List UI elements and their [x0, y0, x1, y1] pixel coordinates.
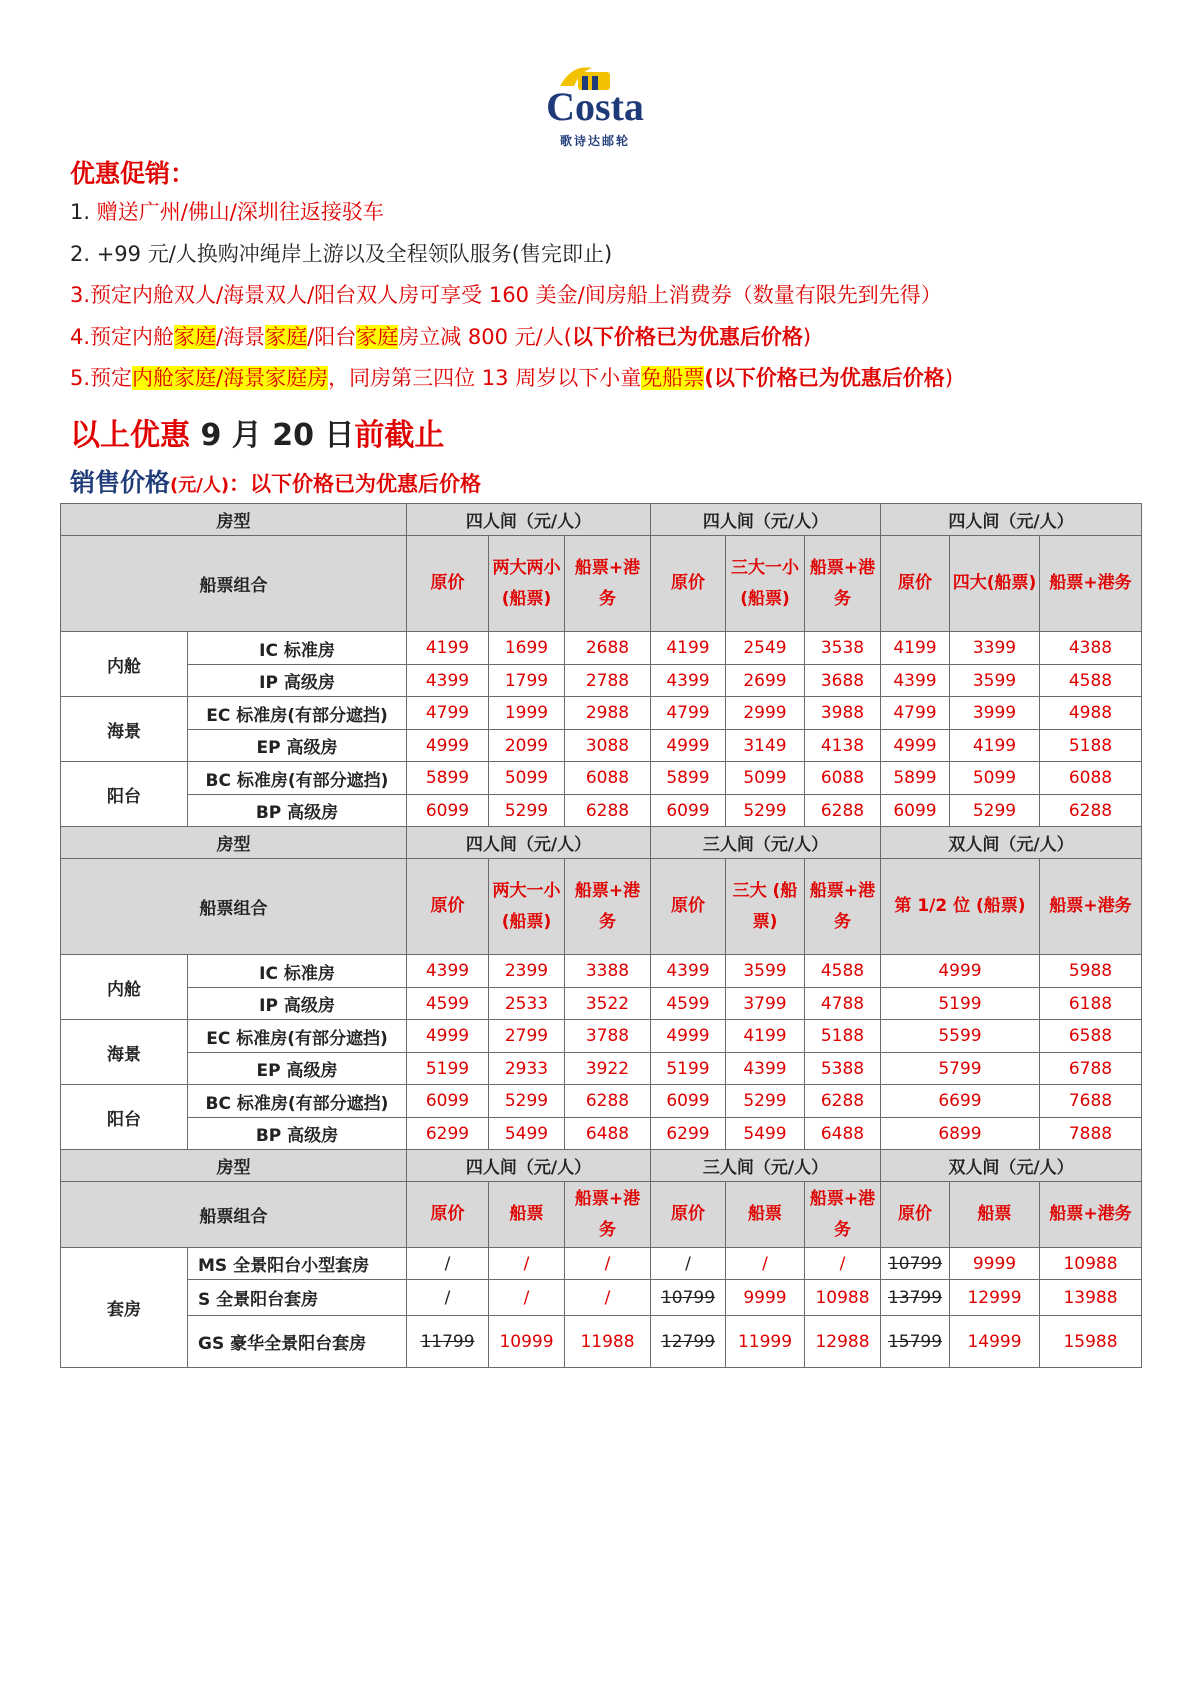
- price-cell: 6099: [651, 795, 726, 827]
- price-column-header: 三大 (船票): [726, 859, 805, 955]
- price-column-header: 原价: [651, 859, 726, 955]
- text: /阳台: [307, 324, 357, 349]
- room-group-header: 四人间（元/人）: [881, 504, 1142, 536]
- price-cell: 5099: [489, 762, 565, 795]
- price-cell: 4199: [651, 632, 726, 665]
- price-cell: /: [407, 1280, 489, 1316]
- original-price-struck: 15799: [887, 1331, 943, 1352]
- price-cell: 2988: [565, 697, 651, 730]
- price-column-header: 原价: [651, 536, 726, 632]
- price-cell: 5599: [881, 1020, 1040, 1053]
- price-cell: 3599: [950, 665, 1040, 697]
- price-cell: 4588: [805, 955, 881, 988]
- price-cell: 2533: [489, 988, 565, 1020]
- deadline-date: 9 月 20 日: [200, 418, 355, 453]
- room-name: MS 全景阳台小型套房: [188, 1248, 407, 1280]
- price-cell: 2799: [489, 1020, 565, 1053]
- price-cell: 3522: [565, 988, 651, 1020]
- room-name: BP 高级房: [188, 1118, 407, 1150]
- promotion-item-2: 2. +99 元/人换购冲绳岸上游以及全程领队服务(售完即止): [70, 241, 613, 266]
- cabin-category: 海景: [61, 697, 188, 762]
- price-cell: 5099: [726, 762, 805, 795]
- price-column-header: 船票+港务: [805, 859, 881, 955]
- room-name: BP 高级房: [188, 795, 407, 827]
- sub-header-row: [61, 859, 1142, 955]
- price-cell: 4999: [651, 1020, 726, 1053]
- price-cell: 6288: [805, 1085, 881, 1118]
- price-column-header: 原价: [881, 536, 950, 632]
- price-cell: 3399: [950, 632, 1040, 665]
- room-name: IP 高级房: [188, 665, 407, 697]
- room-name: BC 标准房(有部分遮挡): [188, 1085, 407, 1118]
- price-row: [61, 665, 1142, 697]
- group-header-row: [61, 504, 1142, 536]
- costa-logo: [530, 58, 660, 148]
- highlight: 家庭: [265, 324, 308, 349]
- text: ): [802, 324, 812, 349]
- price-cell: 6588: [1040, 1020, 1142, 1053]
- price-cell: 5988: [1040, 955, 1142, 988]
- ticket-combo-header: 船票组合: [61, 1182, 407, 1248]
- price-cell: [881, 1280, 950, 1316]
- cabin-category: 阳台: [61, 762, 188, 827]
- price-column-header: 原价: [407, 859, 489, 955]
- price-cell: 3922: [565, 1053, 651, 1085]
- price-table-body: [61, 504, 1142, 1368]
- price-table: [60, 503, 1142, 1368]
- price-cell: 3788: [565, 1020, 651, 1053]
- price-cell: 6099: [651, 1085, 726, 1118]
- price-cell: 5499: [726, 1118, 805, 1150]
- brand-subtitle: 歌诗达邮轮: [559, 134, 630, 148]
- promotion-deadline: [70, 410, 444, 454]
- highlight: 免船票: [641, 366, 705, 390]
- room-name: EC 标准房(有部分遮挡): [188, 697, 407, 730]
- room-type-header: 房型: [61, 827, 407, 859]
- price-cell: /: [489, 1248, 565, 1280]
- highlight: 内舱家庭/海景家庭房: [132, 366, 329, 390]
- price-row: [61, 697, 1142, 730]
- price-column-header: 船票: [950, 1182, 1040, 1248]
- room-name: GS 豪华全景阳台套房: [188, 1316, 407, 1368]
- price-cell: 10988: [805, 1280, 881, 1316]
- price-cell: 6299: [651, 1118, 726, 1150]
- original-price-struck: 10799: [887, 1253, 943, 1274]
- price-row: [61, 988, 1142, 1020]
- price-column-header: 船票+港务: [565, 859, 651, 955]
- bold-note: 以下价格已为优惠后价格: [571, 324, 803, 349]
- price-cell: 6899: [881, 1118, 1040, 1150]
- room-name: IC 标准房: [188, 955, 407, 988]
- price-cell: 6288: [805, 795, 881, 827]
- price-cell: 10988: [1040, 1248, 1142, 1280]
- group-header-row: [61, 1150, 1142, 1182]
- room-name: EP 高级房: [188, 1053, 407, 1085]
- price-column-header: 两大一小 (船票): [489, 859, 565, 955]
- price-cell: 5899: [651, 762, 726, 795]
- price-cell: 4999: [881, 955, 1040, 988]
- room-group-header: 双人间（元/人）: [881, 827, 1142, 859]
- price-cell: 6099: [407, 795, 489, 827]
- price-cell: 2099: [489, 730, 565, 762]
- price-cell: 4399: [881, 665, 950, 697]
- price-cell: 5299: [489, 1085, 565, 1118]
- text: 房立减 800 元/人(: [398, 324, 572, 349]
- price-cell: /: [489, 1280, 565, 1316]
- price-cell: 14999: [950, 1316, 1040, 1368]
- room-type-header: 房型: [61, 1150, 407, 1182]
- price-cell: 4138: [805, 730, 881, 762]
- price-column-header: 船票: [489, 1182, 565, 1248]
- cabin-category: 海景: [61, 1020, 188, 1085]
- price-cell: 4399: [407, 665, 489, 697]
- price-cell: 6088: [565, 762, 651, 795]
- sale-price-heading: [70, 463, 481, 499]
- room-group-header: 双人间（元/人）: [881, 1150, 1142, 1182]
- price-cell: 6188: [1040, 988, 1142, 1020]
- price-cell: 4999: [651, 730, 726, 762]
- price-cell: 3988: [805, 697, 881, 730]
- sub-header-row: [61, 536, 1142, 632]
- price-row: [61, 1280, 1142, 1316]
- price-cell: 4388: [1040, 632, 1142, 665]
- price-cell: 4988: [1040, 697, 1142, 730]
- room-group-header: 四人间（元/人）: [407, 827, 651, 859]
- price-cell: 2788: [565, 665, 651, 697]
- price-cell: 6288: [565, 795, 651, 827]
- price-cell: 2399: [489, 955, 565, 988]
- price-cell: /: [805, 1248, 881, 1280]
- price-cell: 2549: [726, 632, 805, 665]
- cabin-category: 内舱: [61, 632, 188, 697]
- price-column-header: 船票+港务: [1040, 1182, 1142, 1248]
- price-cell: 4599: [651, 988, 726, 1020]
- text: /海景: [216, 324, 266, 349]
- price-cell: 12999: [950, 1280, 1040, 1316]
- room-group-header: 三人间（元/人）: [651, 1150, 881, 1182]
- original-price-struck: 12799: [660, 1331, 716, 1352]
- price-column-header: 两大两小(船票): [489, 536, 565, 632]
- room-type-header: 房型: [61, 504, 407, 536]
- cabin-category: 内舱: [61, 955, 188, 1020]
- highlight: 家庭: [174, 324, 217, 349]
- price-cell: 5799: [881, 1053, 1040, 1085]
- price-cell: 1799: [489, 665, 565, 697]
- price-row: [61, 632, 1142, 665]
- text: 5.预定: [70, 366, 133, 390]
- promotion-item-3: 3.预定内舱双人/海景双人/阳台双人房可享受 160 美金/间房船上消费券（数量有限先到先得）: [70, 283, 942, 307]
- text: 销售价格: [70, 468, 171, 497]
- price-cell: 4999: [881, 730, 950, 762]
- promotion-item-1: [70, 192, 1160, 234]
- price-cell: 5899: [881, 762, 950, 795]
- price-row: [61, 955, 1142, 988]
- price-cell: 6699: [881, 1085, 1040, 1118]
- price-cell: /: [726, 1248, 805, 1280]
- price-cell: /: [565, 1280, 651, 1316]
- room-name: EP 高级房: [188, 730, 407, 762]
- room-group-header: 四人间（元/人）: [407, 504, 651, 536]
- price-cell: 10999: [489, 1316, 565, 1368]
- ticket-combo-header: 船票组合: [61, 536, 407, 632]
- price-row: [61, 1053, 1142, 1085]
- price-cell: 13988: [1040, 1280, 1142, 1316]
- price-cell: 6099: [407, 1085, 489, 1118]
- price-row: [61, 1085, 1142, 1118]
- price-cell: /: [407, 1248, 489, 1280]
- price-cell: 5188: [805, 1020, 881, 1053]
- price-cell: 5199: [651, 1053, 726, 1085]
- price-cell: 6788: [1040, 1053, 1142, 1085]
- price-cell: 3088: [565, 730, 651, 762]
- brand-wordmark: Costa: [546, 84, 644, 129]
- text: (: [704, 366, 714, 390]
- room-name: S 全景阳台套房: [188, 1280, 407, 1316]
- price-cell: 4799: [407, 697, 489, 730]
- price-cell: 5099: [950, 762, 1040, 795]
- price-cell: 6488: [565, 1118, 651, 1150]
- price-column-header: 原价: [881, 1182, 950, 1248]
- price-cell: 5299: [726, 1085, 805, 1118]
- price-cell: 11999: [726, 1316, 805, 1368]
- price-cell: 1699: [489, 632, 565, 665]
- price-cell: 5388: [805, 1053, 881, 1085]
- original-price-struck: 13799: [887, 1287, 943, 1308]
- price-cell: 7888: [1040, 1118, 1142, 1150]
- price-column-header: 船票+港务: [805, 536, 881, 632]
- room-name: BC 标准房(有部分遮挡): [188, 762, 407, 795]
- cabin-category: 套房: [61, 1248, 188, 1368]
- price-cell: 6088: [805, 762, 881, 795]
- room-group-header: 三人间（元/人）: [651, 827, 881, 859]
- price-cell: 6099: [881, 795, 950, 827]
- price-cell: 4999: [407, 730, 489, 762]
- price-cell: 4199: [950, 730, 1040, 762]
- ticket-combo-header: 船票组合: [61, 859, 407, 955]
- promotion-item-5: [70, 358, 1160, 400]
- cabin-category: 阳台: [61, 1085, 188, 1150]
- price-cell: 4399: [651, 955, 726, 988]
- price-column-header: 船票+港务: [1040, 859, 1142, 955]
- price-cell: 11988: [565, 1316, 651, 1368]
- price-cell: 4399: [651, 665, 726, 697]
- price-cell: 2933: [489, 1053, 565, 1085]
- text: ，同房第三四位 13 周岁以下小童: [328, 366, 642, 390]
- price-cell: 3538: [805, 632, 881, 665]
- highlight: 家庭: [356, 324, 399, 349]
- price-column-header: 原价: [407, 536, 489, 632]
- price-row: [61, 1118, 1142, 1150]
- price-row: [61, 795, 1142, 827]
- price-cell: 3149: [726, 730, 805, 762]
- text: 4.预定内舱: [70, 324, 175, 349]
- price-column-header: 四大(船票): [950, 536, 1040, 632]
- price-column-header: 船票+港务: [565, 536, 651, 632]
- price-cell: 6488: [805, 1118, 881, 1150]
- promotion-item-4: [70, 317, 1160, 359]
- price-cell: 4199: [726, 1020, 805, 1053]
- price-cell: 15988: [1040, 1316, 1142, 1368]
- price-cell: 2688: [565, 632, 651, 665]
- text: 前截止: [354, 418, 445, 453]
- price-column-header: 第 1/2 位 (船票): [881, 859, 1040, 955]
- price-cell: [881, 1248, 950, 1280]
- price-cell: 4999: [407, 1020, 489, 1053]
- price-cell: 6288: [1040, 795, 1142, 827]
- price-cell: 4199: [881, 632, 950, 665]
- price-cell: 3999: [950, 697, 1040, 730]
- price-cell: 5199: [407, 1053, 489, 1085]
- price-row: [61, 730, 1142, 762]
- price-cell: /: [565, 1248, 651, 1280]
- costa-emblem-icon: [530, 58, 660, 130]
- price-cell: 12988: [805, 1316, 881, 1368]
- price-column-header: 船票+港务: [565, 1182, 651, 1248]
- price-cell: 5188: [1040, 730, 1142, 762]
- group-header-row: [61, 827, 1142, 859]
- promotion-item-1-text: 赠送广州/佛山/深圳往返接驳车: [96, 200, 384, 224]
- price-cell: 5899: [407, 762, 489, 795]
- price-cell: 3799: [726, 988, 805, 1020]
- room-group-header: 四人间（元/人）: [407, 1150, 651, 1182]
- price-column-header: 三大一小(船票): [726, 536, 805, 632]
- price-cell: /: [651, 1248, 726, 1280]
- original-price-struck: 11799: [420, 1331, 475, 1352]
- price-cell: 4199: [407, 632, 489, 665]
- price-cell: 3388: [565, 955, 651, 988]
- price-row: [61, 1020, 1142, 1053]
- price-column-header: 原价: [651, 1182, 726, 1248]
- price-cell: 9999: [726, 1280, 805, 1316]
- price-cell: 2999: [726, 697, 805, 730]
- price-cell: 4399: [407, 955, 489, 988]
- promotion-item-1-number: 1.: [70, 200, 97, 224]
- price-column-header: 船票: [726, 1182, 805, 1248]
- price-cell: 4588: [1040, 665, 1142, 697]
- price-cell: 4799: [651, 697, 726, 730]
- price-cell: [651, 1280, 726, 1316]
- price-cell: 6288: [565, 1085, 651, 1118]
- price-cell: 5299: [950, 795, 1040, 827]
- price-cell: 6088: [1040, 762, 1142, 795]
- promotion-title: 优惠促销：: [70, 159, 196, 188]
- price-cell: [881, 1316, 950, 1368]
- price-cell: 4788: [805, 988, 881, 1020]
- price-cell: 4599: [407, 988, 489, 1020]
- price-cell: [407, 1316, 489, 1368]
- price-cell: 4399: [726, 1053, 805, 1085]
- text: 以上优惠: [70, 418, 201, 453]
- price-cell: 1999: [489, 697, 565, 730]
- price-cell: 3688: [805, 665, 881, 697]
- price-row: [61, 1248, 1142, 1280]
- price-cell: 9999: [950, 1248, 1040, 1280]
- room-name: EC 标准房(有部分遮挡): [188, 1020, 407, 1053]
- price-cell: 5299: [489, 795, 565, 827]
- sub-header-row: [61, 1182, 1142, 1248]
- price-column-header: 船票+港务: [805, 1182, 881, 1248]
- price-column-header: 船票+港务: [1040, 536, 1142, 632]
- price-row: [61, 1316, 1142, 1368]
- price-row: [61, 762, 1142, 795]
- price-cell: 5499: [489, 1118, 565, 1150]
- bold-note: 以下价格已为优惠后价格: [713, 366, 945, 390]
- price-cell: [651, 1316, 726, 1368]
- original-price-struck: 10799: [660, 1287, 716, 1308]
- price-cell: 3599: [726, 955, 805, 988]
- text: ：以下价格已为优惠后价格: [229, 472, 482, 496]
- price-cell: 7688: [1040, 1085, 1142, 1118]
- room-group-header: 四人间（元/人）: [651, 504, 881, 536]
- promotion-section: [70, 156, 1160, 400]
- price-cell: 4799: [881, 697, 950, 730]
- price-cell: 5299: [726, 795, 805, 827]
- text: ): [944, 366, 954, 390]
- price-cell: 6299: [407, 1118, 489, 1150]
- room-name: IP 高级房: [188, 988, 407, 1020]
- price-column-header: 原价: [407, 1182, 489, 1248]
- price-cell: 2699: [726, 665, 805, 697]
- room-name: IC 标准房: [188, 632, 407, 665]
- price-cell: 5199: [881, 988, 1040, 1020]
- unit: (元/人): [170, 475, 230, 496]
